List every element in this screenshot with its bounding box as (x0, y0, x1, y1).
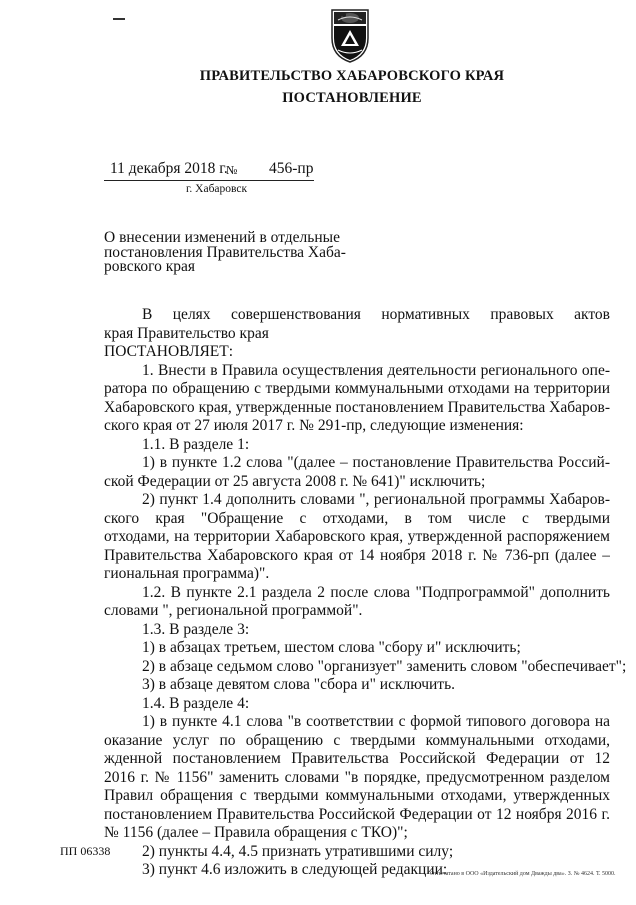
body-line: 2) пункт 1.4 дополнить словами ", региональной программы Хабаров- (142, 491, 610, 508)
document-city: г. Хабаровск (186, 183, 248, 195)
body-line: 1) в пункте 1.2 слова "(далее – постановление Правительства Россий- (142, 454, 610, 471)
body-line: ской Федерации от 25 августа 2008 г. № 641)" исключить; (104, 472, 486, 490)
body-line: 1.3. В разделе 3: (142, 620, 250, 638)
body-line: № 1156 (далее – Правила обращения с ТКО)"; (104, 824, 408, 841)
body-line: ПОСТАНОВЛЯЕТ: (104, 343, 234, 360)
body-line: ратора по обращению с твердыми коммунальными отходами на территории (104, 380, 610, 397)
body-line: оказание услуг по обращению с твердыми коммунальными отходами, (104, 731, 610, 749)
body-line: жденной постановлением Правительства Российской Федерации от 12 (104, 750, 610, 767)
body-line: 3) пункт 4.6 изложить в следующей редакции: (142, 861, 448, 878)
printer-imprint: Отпечатано в ООО «Издательский дом Дважды два». З. № 4624. Т. 5000. (430, 871, 616, 877)
body-line: 1) в пункте 4.1 слова "в соответствии с формой типового договора на (142, 713, 610, 730)
body-line: 1. Внести в Правила осуществления деятельности регионального опе- (142, 361, 610, 379)
body-line: 3) в абзаце девятом слова "сбора и" исключить. (142, 676, 456, 693)
document-type-title: ПОСТАНОВЛЕНИЕ (282, 90, 422, 106)
body-line: 2) пункты 4.4, 4.5 признать утратившими силу; (142, 842, 454, 860)
scan-mark (113, 18, 125, 20)
document-body (104, 306, 627, 880)
body-line: 2) в абзаце седьмом слово "организует" заменить словом "обеспечивает"; (142, 657, 627, 675)
body-line: края Правительство края (104, 324, 269, 342)
document-date: 11 декабря 2018 г. (110, 160, 228, 177)
document-subject (104, 231, 344, 275)
body-line: гиональная программа)". (104, 565, 270, 582)
body-line: Правил обращения с твердыми коммунальными отходами, утвержденных (104, 787, 610, 804)
body-line: Правительства Хабаровского края от 14 ноября 2018 г. № 736-рп (далее – (104, 546, 610, 564)
body-line: отходами, на территории Хабаровского края, утвержденной распоряжением (104, 528, 610, 545)
body-line: 1.2. В пункте 2.1 раздела 2 после слова "Подпрограммой" дополнить (142, 583, 610, 601)
date-underline (104, 180, 314, 181)
body-line: 2016 г. № 1156" заменить словами "в порядке, предусмотренном разделом (104, 768, 610, 786)
body-line: постановлением Правительства Российской Федерации от 12 ноября 2016 г. (104, 805, 610, 823)
government-title: ПРАВИТЕЛЬСТВО ХАБАРОВСКОГО КРАЯ (199, 68, 505, 84)
body-line: ского края от 27 июля 2017 г. № 291-пр, следующие изменения: (104, 417, 524, 434)
document-number: 456-пр (269, 160, 314, 177)
document-code: ПП 06338 (60, 844, 111, 858)
body-line: ского края "Обращение с отходами, в том числе с твердыми (104, 509, 610, 527)
body-line: 1.1. В разделе 1: (142, 435, 250, 453)
date-number-row (104, 160, 314, 180)
subject-line: О внесении изменений в отдельные (104, 229, 340, 246)
number-sign: № (226, 163, 238, 177)
body-line: словами ", региональной программой". (104, 602, 363, 619)
coat-of-arms-icon (328, 4, 372, 64)
subject-line: ровского края (104, 258, 195, 275)
body-line: 1) в абзацах третьем, шестом слова "сбору и" исключить; (142, 639, 521, 656)
subject-line: постановления Правительства Хаба- (104, 243, 346, 261)
body-line: 1.4. В разделе 4: (142, 694, 250, 712)
body-line: В целях совершенствования нормативных правовых актов (142, 306, 610, 323)
body-line: Хабаровского края, утвержденные постановлением Правительства Хабаров- (104, 398, 610, 416)
